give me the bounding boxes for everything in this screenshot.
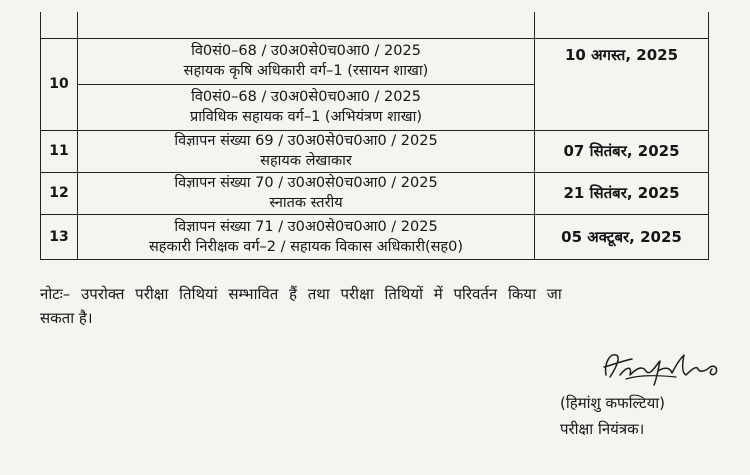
exam-date: 05 अक्टूबर, 2025	[535, 214, 709, 259]
table-row	[41, 38, 709, 84]
post-title: स्नातक स्तरीय	[269, 195, 343, 211]
subject-cell	[78, 172, 535, 214]
subject-cell	[78, 12, 535, 38]
signatory-designation: परीक्षा नियंत्रक।	[560, 420, 645, 438]
table-row	[41, 172, 709, 214]
note-line: सकता है।	[40, 309, 93, 327]
serial-cell	[41, 12, 78, 38]
advertisement-number: वि0सं0–68 / उ0अ0से0च0आ0 / 2025	[191, 89, 421, 105]
table-row-continuation	[41, 12, 709, 38]
handwritten-signature	[598, 345, 728, 389]
serial-number: 11	[41, 130, 78, 172]
serial-number: 12	[41, 172, 78, 214]
table-row	[41, 130, 709, 172]
subject-cell	[78, 84, 535, 130]
signatory-block	[560, 390, 665, 442]
note-paragraph	[40, 282, 716, 330]
subject-cell	[78, 130, 535, 172]
serial-number: 13	[41, 214, 78, 259]
advertisement-number: वि0सं0–68 / उ0अ0से0च0आ0 / 2025	[191, 43, 421, 59]
post-title: प्राविधिक सहायक वर्ग–1 (अभियंत्रण शाखा)	[189, 109, 423, 125]
subject-cell	[78, 214, 535, 259]
serial-number: 10	[41, 38, 78, 130]
post-title: सहायक कृषि अधिकारी वर्ग–1 (रसायन शाखा)	[183, 63, 429, 79]
exam-date: 10 अगस्त, 2025	[535, 38, 709, 130]
subject-cell	[78, 38, 535, 84]
exam-date: 21 सितंबर, 2025	[535, 172, 709, 214]
table-row	[41, 214, 709, 259]
post-title: सहकारी निरीक्षक वर्ग–2 / सहायक विकास अधिकारी(सह0)	[148, 238, 464, 255]
advertisement-number: विज्ञापन संख्या 71 / उ0अ0से0च0आ0 / 2025	[174, 218, 438, 235]
advertisement-number: विज्ञापन संख्या 70 / उ0अ0से0च0आ0 / 2025	[174, 175, 438, 191]
note-line: नोटः– उपरोक्त परीक्षा तिथियां सम्भावित हैं तथा परीक्षा तिथियों में परिवर्तन किया जा	[40, 285, 562, 303]
advertisement-number: विज्ञापन संख्या 69 / उ0अ0से0च0आ0 / 2025	[174, 133, 438, 149]
date-cell	[535, 12, 709, 38]
signatory-name: (हिमांशु कफल्टिया)	[560, 394, 666, 412]
exam-date: 07 सितंबर, 2025	[535, 130, 709, 172]
exam-schedule-table	[40, 12, 709, 260]
post-title: सहायक लेखाकार	[260, 153, 352, 169]
